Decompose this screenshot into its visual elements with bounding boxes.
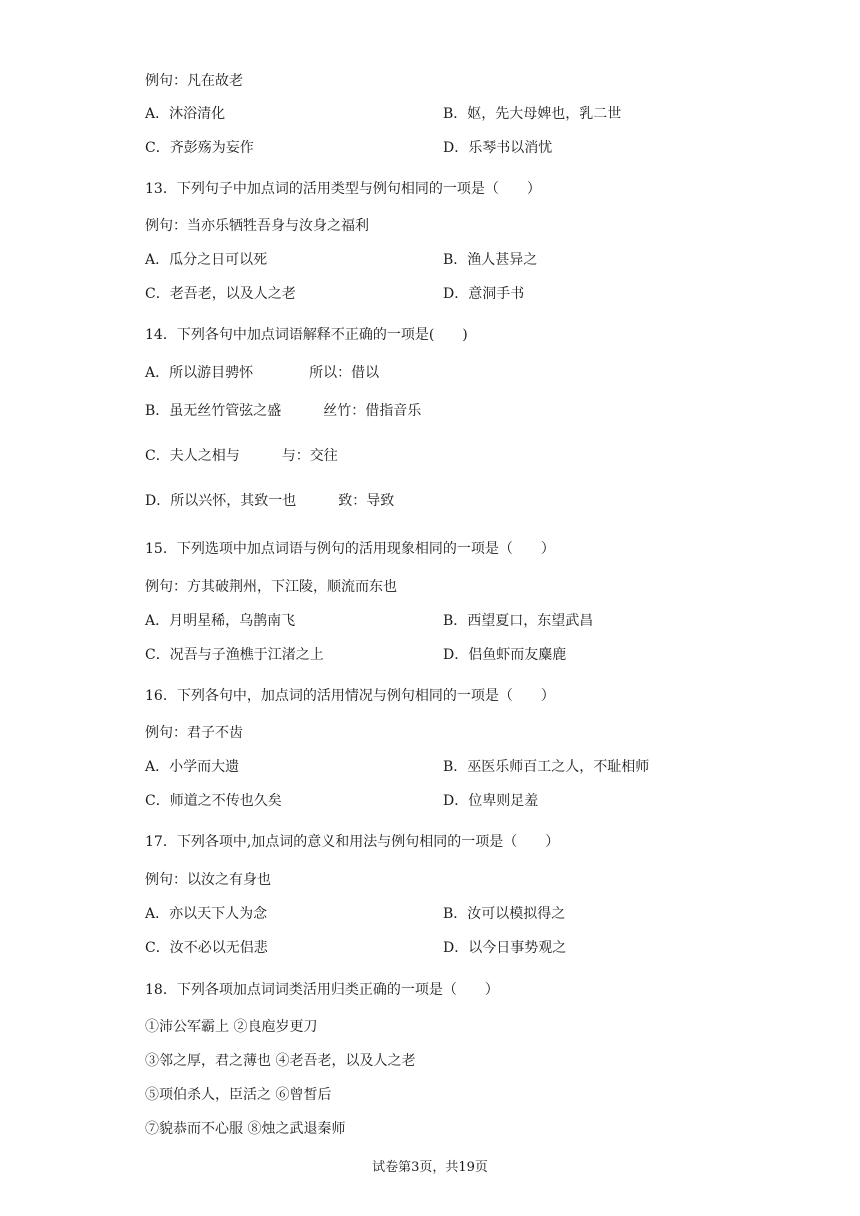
page-footer: 试卷第3页，共19页 bbox=[372, 1160, 488, 1175]
option-16-d: D．位卑则足羞 bbox=[443, 793, 539, 809]
option-15-b: B．西望夏口，东望武昌 bbox=[443, 613, 594, 629]
option-15-d: D．侣鱼虾而友麋鹿 bbox=[443, 647, 567, 663]
example-sentence-13: 例句：当亦乐牺牲吾身与汝身之福利 bbox=[145, 218, 369, 234]
question-16: 16．下列各句中，加点词的活用情况与例句相同的一项是（ ） bbox=[145, 688, 555, 704]
option-15-c: C．况吾与子渔樵于江渚之上 bbox=[145, 647, 324, 663]
option-12-d: D．乐琴书以消忧 bbox=[443, 140, 553, 156]
option-16-a: A．小学而大遗 bbox=[145, 759, 240, 775]
example-sentence-17: 例句：以汝之有身也 bbox=[145, 872, 271, 888]
option-17-d: D．以今日事势观之 bbox=[443, 940, 567, 956]
question-15: 15．下列选项中加点词语与例句的活用现象相同的一项是（ ） bbox=[145, 541, 555, 557]
option-13-b: B．渔人甚异之 bbox=[443, 252, 538, 268]
option-14-d: D．所以兴怀，其致一也 致：导致 bbox=[145, 493, 395, 509]
option-16-b: B．巫医乐师百工之人，不耻相师 bbox=[443, 759, 650, 775]
question-18-items-row-3: ⑤项伯杀人，臣活之 ⑥曾皙后 bbox=[145, 1087, 332, 1103]
example-sentence-12: 例句：凡在故老 bbox=[145, 73, 243, 89]
question-18-items-row-1: ①沛公军霸上 ②良庖岁更刀 bbox=[145, 1019, 318, 1035]
question-14: 14．下列各句中加点词语解释不正确的一项是( ) bbox=[145, 327, 468, 343]
option-15-a: A．月明星稀，乌鹊南飞 bbox=[145, 613, 296, 629]
option-13-a: A．瓜分之日可以死 bbox=[145, 252, 268, 268]
question-18: 18．下列各项加点词词类活用归类正确的一项是（ ） bbox=[145, 982, 499, 998]
option-16-c: C．师道之不传也久矣 bbox=[145, 793, 282, 809]
example-sentence-15: 例句：方其破荆州，下江陵，顺流而东也 bbox=[145, 579, 397, 595]
option-12-b: B．妪，先大母婢也，乳二世 bbox=[443, 106, 622, 122]
question-18-items-row-4: ⑦貌恭而不心服 ⑧烛之武退秦师 bbox=[145, 1121, 346, 1137]
option-13-d: D．意洞手书 bbox=[443, 286, 525, 302]
option-17-a: A．亦以天下人为念 bbox=[145, 906, 268, 922]
question-17: 17．下列各项中,加点词的意义和用法与例句相同的一项是（ ） bbox=[145, 834, 560, 850]
option-17-b: B．汝可以模拟得之 bbox=[443, 906, 566, 922]
option-12-c: C．齐彭殇为妄作 bbox=[145, 140, 254, 156]
option-17-c: C．汝不必以无侣悲 bbox=[145, 940, 268, 956]
question-18-items-row-2: ③邻之厚，君之薄也 ④老吾老，以及人之老 bbox=[145, 1053, 416, 1069]
option-14-b: B．虽无丝竹管弦之盛 丝竹：借指音乐 bbox=[145, 403, 422, 419]
option-14-a: A．所以游目骋怀 所以：借以 bbox=[145, 365, 380, 381]
question-13: 13．下列句子中加点词的活用类型与例句相同的一项是（ ） bbox=[145, 181, 541, 197]
example-sentence-16: 例句：君子不齿 bbox=[145, 725, 243, 741]
option-14-c: C．夫人之相与 与：交往 bbox=[145, 448, 338, 464]
option-13-c: C．老吾老，以及人之老 bbox=[145, 286, 296, 302]
option-12-a: A．沐浴清化 bbox=[145, 106, 226, 122]
